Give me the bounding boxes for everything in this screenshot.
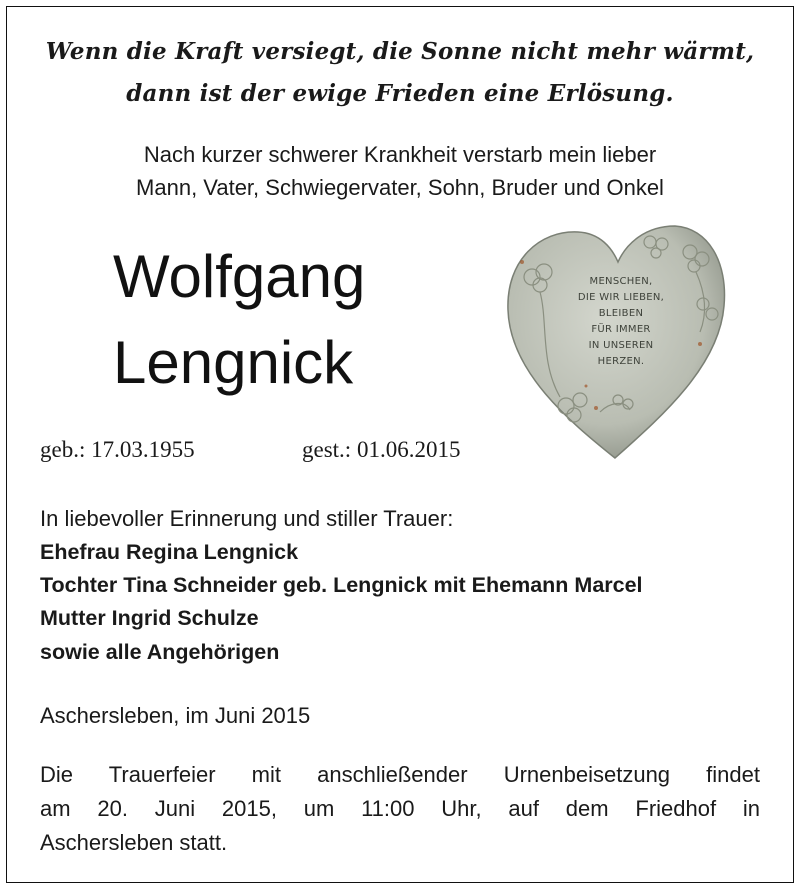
deceased-last-name: Lengnick — [113, 329, 354, 396]
mourner-name: Tochter Tina Schneider geb. Lengnick mit Ehemann Marcel — [40, 573, 643, 597]
ceremony-line-3: Aschersleben statt. — [40, 830, 228, 855]
intro-text — [0, 138, 800, 204]
heart-text-line-5: IN UNSEREN — [588, 340, 654, 351]
mourners-intro: In liebevoller Erinnerung und stiller Trauer: — [40, 506, 454, 531]
mourner-name: Ehefrau Regina Lengnick — [40, 540, 299, 564]
quote-line-2: dann ist der ewige Frieden eine Erlösung. — [126, 80, 674, 107]
intro-line-1: Nach kurzer schwerer Krankheit verstarb mein lieber — [143, 142, 657, 167]
heart-stone-image — [500, 222, 730, 462]
birth-date: geb.: 17.03.1955 — [40, 437, 195, 462]
ceremony-text — [40, 758, 760, 860]
intro-line-2: Mann, Vater, Schwiegervater, Sohn, Bruder und Onkel — [136, 175, 664, 200]
mourner-name: Mutter Ingrid Schulze — [40, 606, 259, 630]
ceremony-line-1: Die Trauerfeier mit anschließender Urnenbeisetzung findet — [40, 762, 760, 787]
death-date: gest.: 01.06.2015 — [302, 437, 461, 462]
place-date: Aschersleben, im Juni 2015 — [40, 703, 311, 728]
heart-text-line-3: BLEIBEN — [598, 308, 644, 319]
heart-text-line-6: HERZEN. — [597, 356, 645, 367]
ceremony-line-2: am 20. Juni 2015, um 11:00 Uhr, auf dem Friedhof in — [40, 796, 760, 821]
heart-text-line-4: FÜR IMMER — [591, 324, 651, 335]
heart-text-line-2: DIE WIR LIEBEN, — [577, 292, 665, 303]
quote-line-1: Wenn die Kraft versiegt, die Sonne nicht mehr wärmt, — [45, 38, 755, 65]
mourner-name: sowie alle Angehörigen — [40, 640, 280, 664]
heart-text-line-1: MENSCHEN, — [589, 276, 653, 287]
deceased-first-name: Wolfgang — [113, 243, 366, 310]
